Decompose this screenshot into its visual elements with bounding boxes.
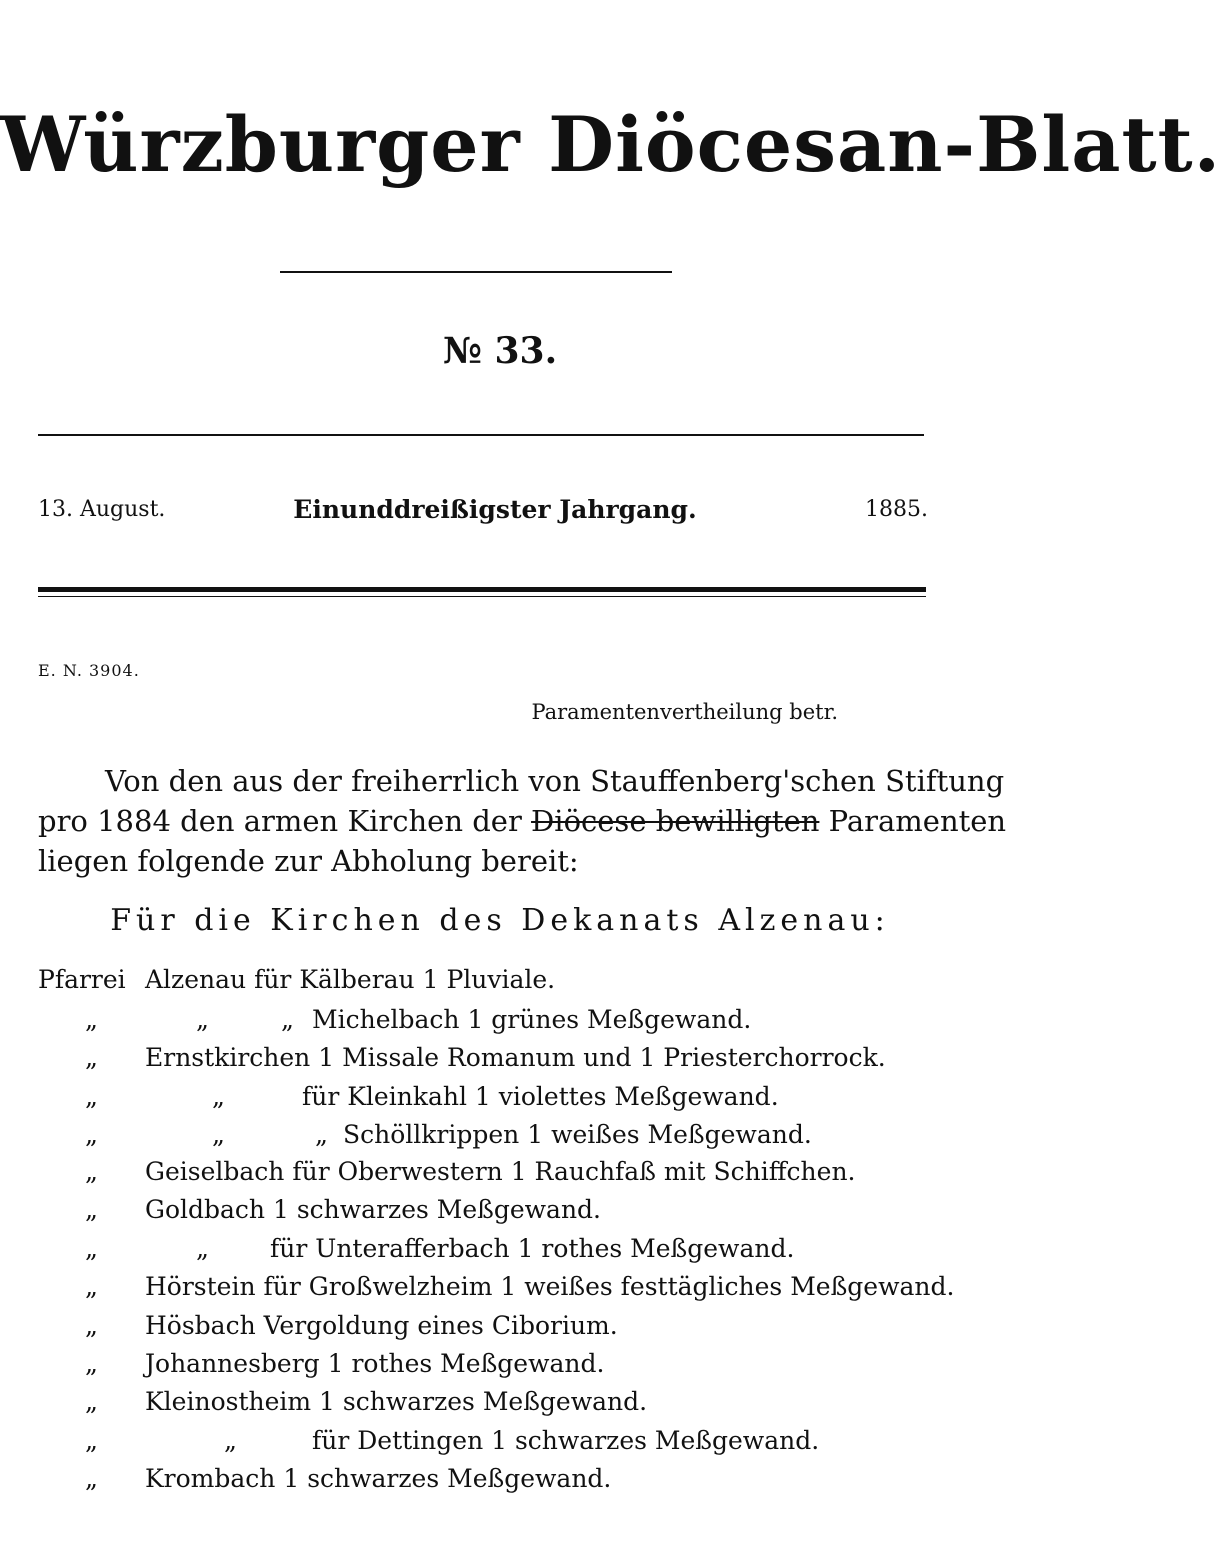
entry-text: Johannesberg 1 rothes Meßgewand.	[145, 1349, 605, 1378]
entry-prefix: „	[85, 1349, 98, 1378]
paragraph-line-2-b: Paramenten	[819, 804, 1007, 838]
entry-text: Hösbach Vergoldung eines Ciborium.	[145, 1311, 618, 1340]
paragraph-line-1: Von den aus der freiherrlich von Stauffenberg'schen Stiftung	[105, 764, 1005, 798]
entry-text: Michelbach 1 grünes Meßgewand.	[312, 1005, 752, 1034]
entry-prefix: „	[85, 1234, 98, 1263]
entry-text: für Unterafferbach 1 rothes Meßgewand.	[270, 1234, 795, 1263]
entry-text: Kleinostheim 1 schwarzes Meßgewand.	[145, 1387, 648, 1416]
paragraph-line-3: liegen folgende zur Abholung bereit:	[38, 844, 579, 878]
divider-thick	[38, 587, 926, 592]
issue-year: 1885.	[865, 497, 928, 522]
entry-text: Krombach 1 schwarzes Meßgewand.	[145, 1464, 612, 1493]
ditto-mark: „	[281, 1005, 294, 1034]
paragraph-line-2	[38, 804, 1007, 838]
ditto-mark: „	[224, 1426, 237, 1455]
entry-prefix: „	[85, 1464, 98, 1493]
entry-text: für Kleinkahl 1 violettes Meßgewand.	[302, 1082, 779, 1111]
entry-prefix: „	[85, 1120, 98, 1149]
entry-text: Schöllkrippen 1 weißes Meßgewand.	[343, 1120, 812, 1149]
ditto-mark: „	[315, 1120, 328, 1149]
paragraph-line-2-a: pro 1884 den armen Kirchen der	[38, 804, 532, 838]
entry-prefix: „	[85, 1311, 98, 1340]
divider-mid	[38, 434, 924, 436]
entry-text: für Dettingen 1 schwarzes Meßgewand.	[312, 1426, 820, 1455]
entry-prefix: „	[85, 1195, 98, 1224]
ditto-mark: „	[212, 1120, 225, 1149]
masthead-title: Würzburger Diöcesan-Blatt.	[0, 100, 1221, 189]
entry-text: Ernstkirchen 1 Missale Romanum und 1 Priesterchorrock.	[145, 1043, 886, 1072]
entry-text: Geiselbach für Oberwestern 1 Rauchfaß mit Schiffchen.	[145, 1157, 856, 1186]
entry-prefix: „	[85, 1272, 98, 1301]
reference-number: E. N. 3904.	[38, 661, 140, 680]
entry-text: Hörstein für Großwelzheim 1 weißes festtägliches Meßgewand.	[145, 1272, 955, 1301]
ditto-mark: „	[196, 1005, 209, 1034]
entry-text: Alzenau für Kälberau 1 Pluviale.	[145, 965, 556, 994]
issue-date: 13. August.	[38, 497, 166, 522]
ditto-mark: „	[196, 1234, 209, 1263]
entry-prefix: „	[85, 1387, 98, 1416]
notice-subject: Paramentenvertheilung betr.	[531, 700, 838, 724]
ditto-mark: „	[212, 1082, 225, 1111]
struck-text: Diöcese bewilligten	[531, 804, 820, 838]
entry-prefix: „	[85, 1426, 98, 1455]
divider-short	[280, 271, 672, 273]
entry-prefix: Pfarrei	[38, 965, 126, 994]
divider-thin	[38, 596, 926, 597]
entry-prefix: „	[85, 1082, 98, 1111]
volume-label: Einunddreißigster Jahrgang.	[293, 495, 697, 524]
entry-prefix: „	[85, 1005, 98, 1034]
section-heading: Für die Kirchen des Dekanats Alzenau:	[110, 903, 890, 938]
entry-prefix: „	[85, 1043, 98, 1072]
issue-number: № 33.	[442, 330, 558, 372]
entry-prefix: „	[85, 1157, 98, 1186]
entry-text: Goldbach 1 schwarzes Meßgewand.	[145, 1195, 602, 1224]
